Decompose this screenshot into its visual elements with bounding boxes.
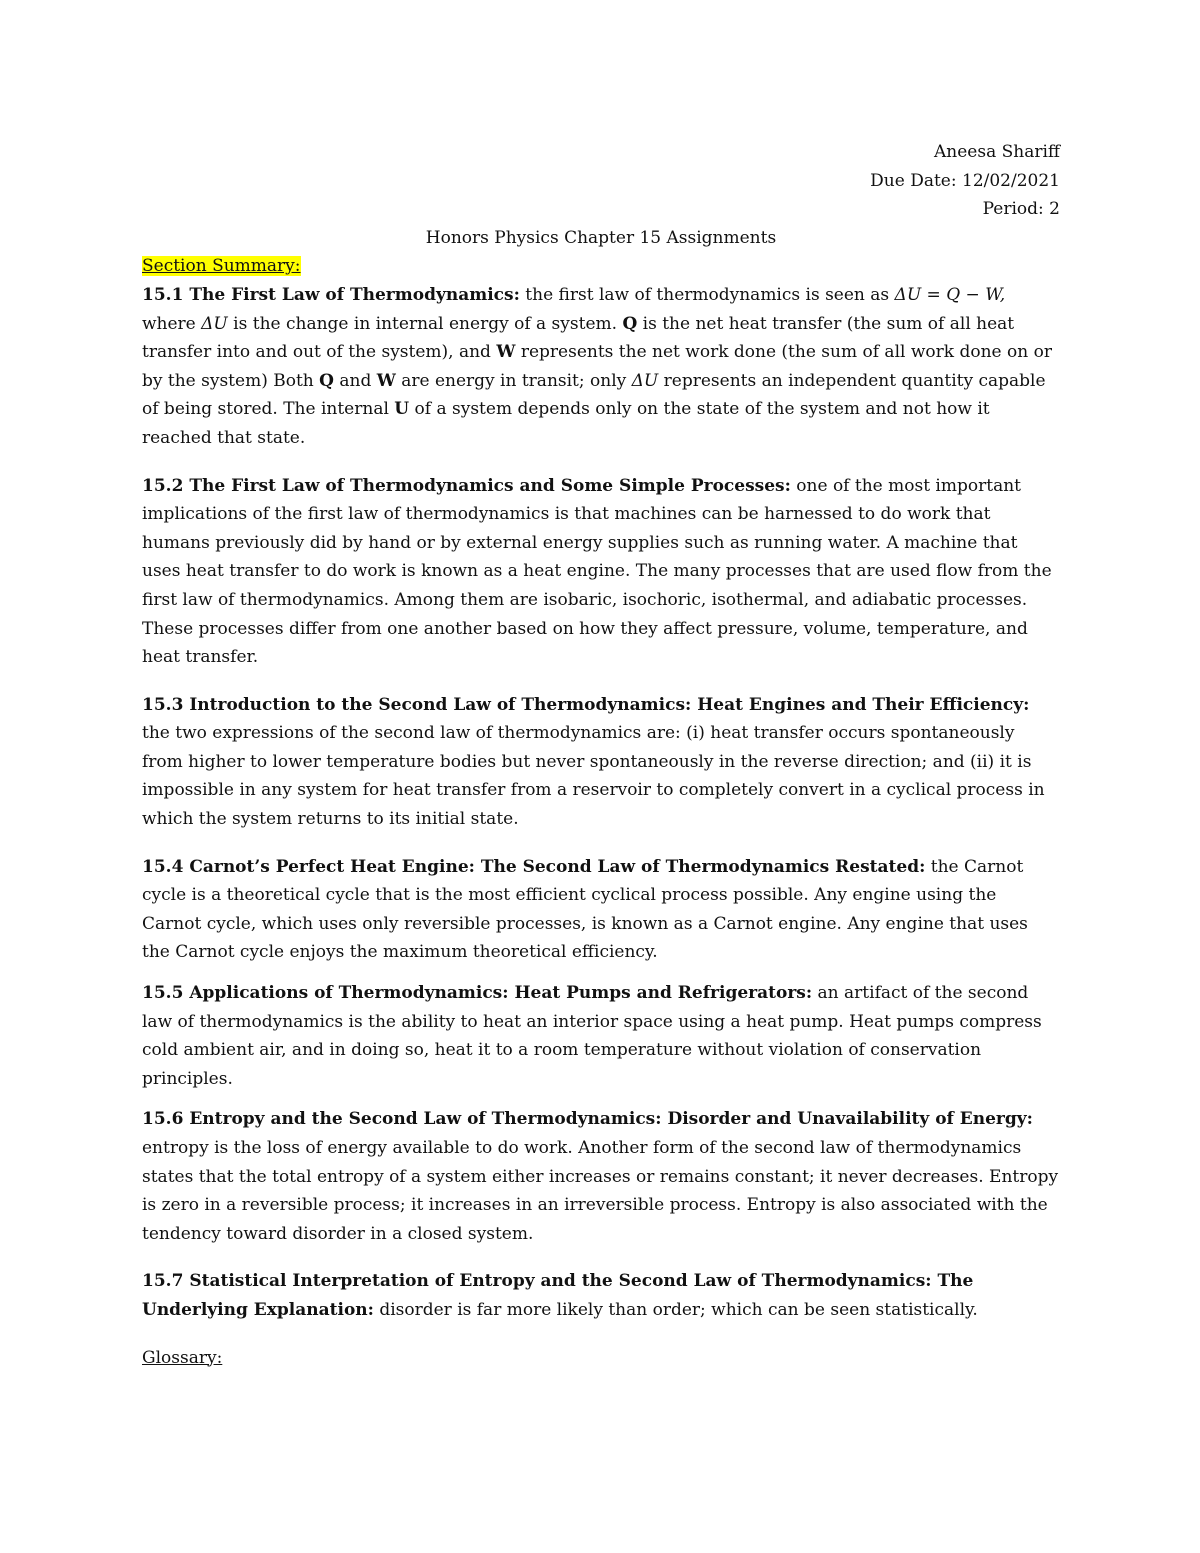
section-heading: 15.5 Applications of Thermodynamics: Heat Pumps and Refrigerators: xyxy=(142,983,813,1004)
glossary-heading xyxy=(142,1344,1060,1373)
equation: ΔU = Q − W, xyxy=(894,284,1006,305)
section-15-2 xyxy=(142,472,1060,672)
section-body: the two expressions of the second law of thermodynamics are: (i) heat transfer occurs spontaneously from higher to lower temperature bodies but never spontaneously in the reverse direction; and (ii) it is impossible in any system for heat transfer from a reservoir to completely convert in a cyclical process in which the system returns to its initial state. xyxy=(142,723,1045,830)
section-body: one of the most important implications of the first law of thermodynamics is that machines can be harnessed to do work that humans previously did by hand or by external energy supplies such as running water. A machine that uses heat transfer to do work is known as a heat engine. The many processes that are used flow from the first law of thermodynamics. Among them are isobaric, isochoric, isothermal, and adiabatic processes. These processes differ from one another based on how they affect pressure, volume, temperature, and heat transfer. xyxy=(142,475,1052,668)
section-heading: 15.6 Entropy and the Second Law of Thermodynamics: Disorder and Unavailability of Energy: xyxy=(142,1109,1033,1130)
section-body: entropy is the loss of energy available to do work. Another form of the second law of thermodynamics states that the total entropy of a system either increases or remains constant; it never decreases. Entropy is zero in a reversible process; it increases in an irreversible process. Entropy is also associated with the tendency toward disorder in a closed system. xyxy=(142,1138,1059,1244)
section-body: disorder is far more likely than order; which can be seen statistically. xyxy=(373,1299,978,1320)
equation: ΔU xyxy=(201,313,228,334)
section-15-6 xyxy=(142,1105,1060,1248)
document-title: Honors Physics Chapter 15 Assignments xyxy=(425,227,777,248)
glossary-label: Glossary: xyxy=(142,1347,223,1368)
section-heading: 15.4 Carnot’s Perfect Heat Engine: The Second Law of Thermodynamics Restated: xyxy=(142,856,926,877)
section-15-7 xyxy=(142,1267,1060,1324)
section-summary-heading xyxy=(142,252,1060,281)
section-heading: 15.1 The First Law of Thermodynamics: xyxy=(142,284,520,305)
due-date: Due Date: 12/02/2021 xyxy=(870,170,1060,191)
section-summary-label: Section Summary: xyxy=(142,256,301,277)
section-15-3 xyxy=(142,691,1060,834)
student-name: Aneesa Shariff xyxy=(934,142,1060,162)
section-15-5 xyxy=(142,979,1060,1093)
section-heading: 15.7 Statistical Interpretation of Entropy and the Second Law of Thermodynamics: The Underlying Explanation: xyxy=(142,1271,974,1320)
section-body: an artifact of the second law of thermodynamics is the ability to heat an interior space using a heat pump. Heat pumps compress cold ambient air, and in doing so, heat it to a room temperature without violation of conservation principles. xyxy=(142,983,1042,1089)
section-body: the Carnot cycle is a theoretical cycle that is the most efficient cyclical process possible. Any engine using the Carnot cycle, which uses only reversible processes, is known as a Carnot engine. Any engine that uses the Carnot cycle enjoys the maximum theoretical efficiency. xyxy=(142,856,1028,963)
document-page xyxy=(142,138,1060,1372)
equation: ΔU xyxy=(631,370,659,391)
section-15-4 xyxy=(142,853,1060,967)
section-heading: 15.2 The First Law of Thermodynamics and Some Simple Processes: xyxy=(142,475,791,496)
class-period: Period: 2 xyxy=(982,199,1060,220)
section-heading: 15.3 Introduction to the Second Law of Thermodynamics: Heat Engines and Their Efficiency: xyxy=(142,694,1030,715)
section-15-1: 15.1 The First Law of Thermodynamics: the first law of thermodynamics is seen as ΔU = Q − W, where ΔU is the change in internal energy of a system. Q is the net heat transfer (the sum of all heat transfer into and out of the system), and W represents the net work done (the sum of all work done on or by the system) Both Q and W are energy in transit; only ΔU represents an independent quantity capable of being stored. The internal U of a system depends only on the state of the system and not how it reached that state. xyxy=(142,284,1052,448)
